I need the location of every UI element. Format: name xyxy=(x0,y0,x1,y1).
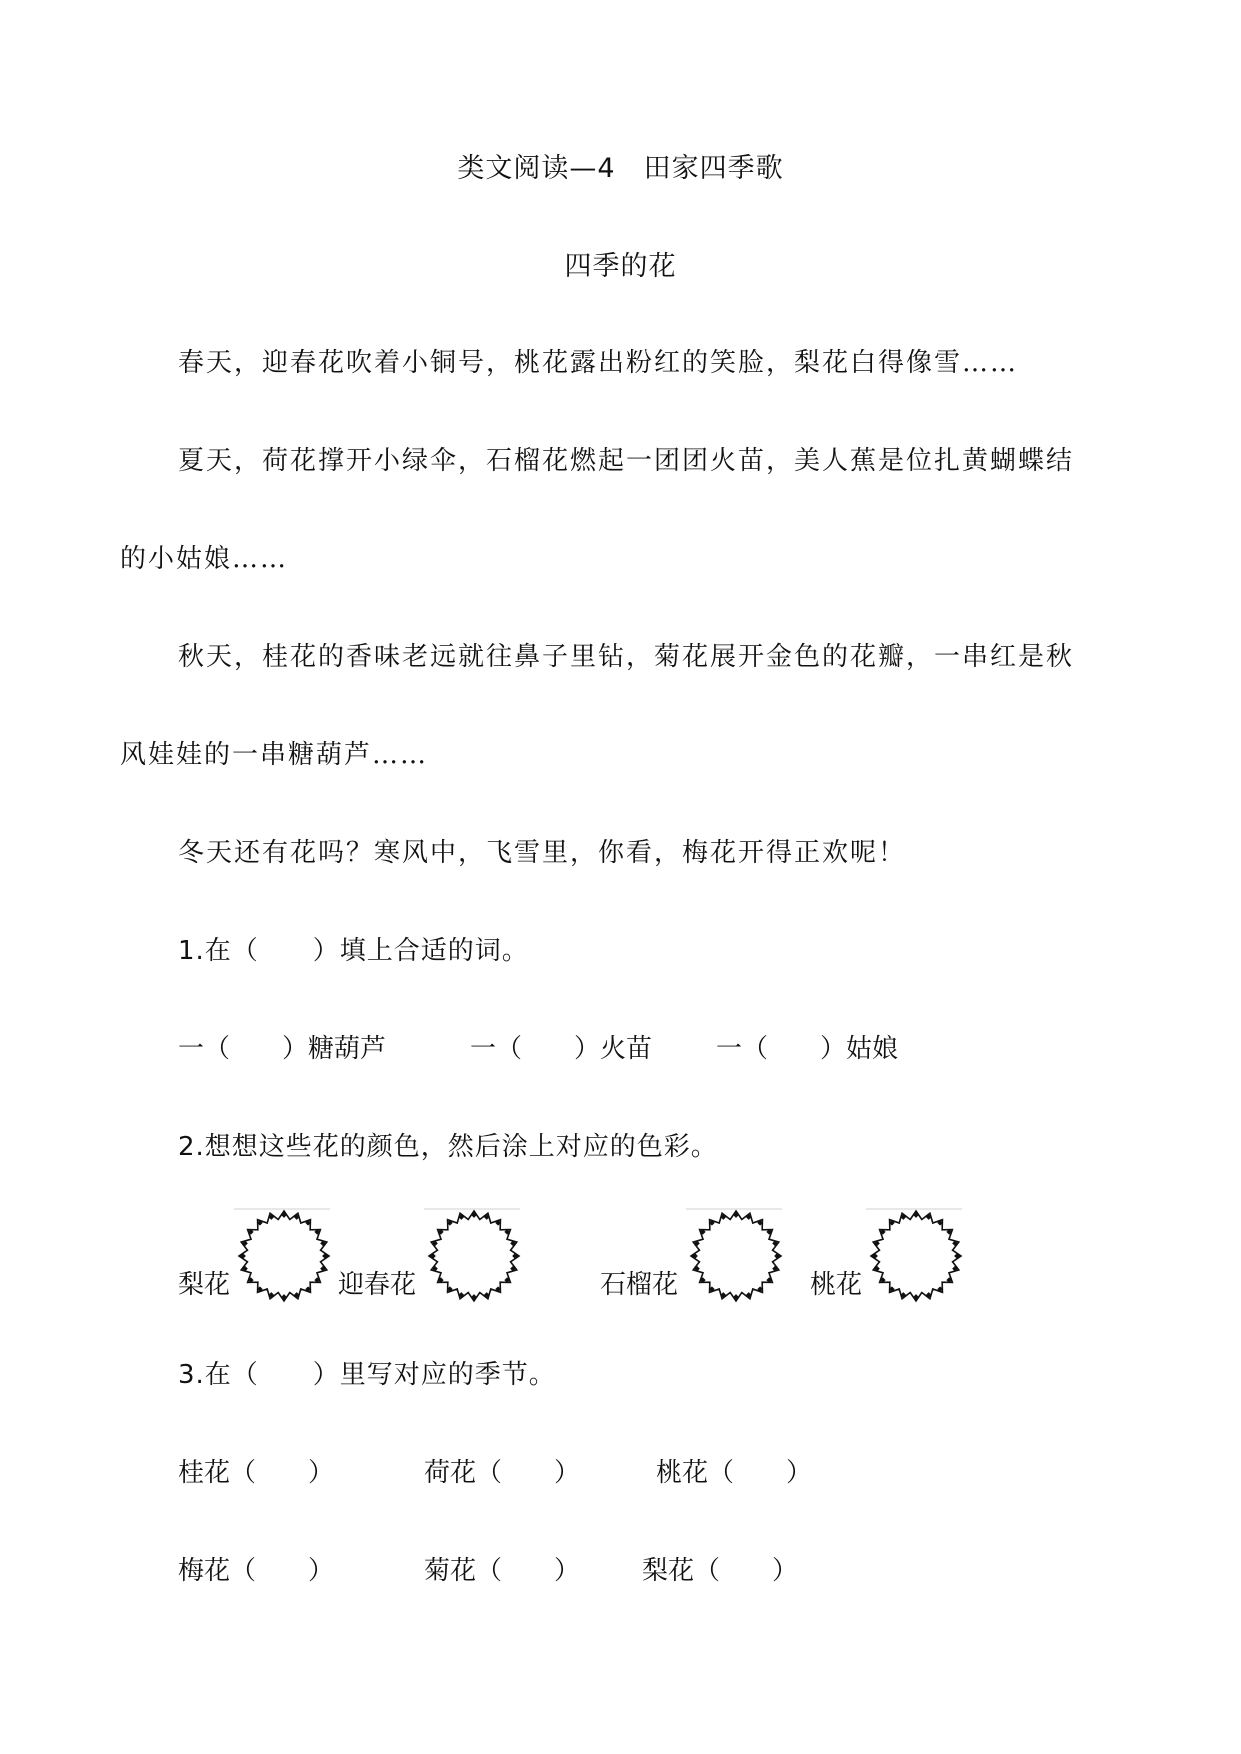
color-circle-winter-jasmine[interactable] xyxy=(426,1208,522,1304)
color-circle-pear[interactable] xyxy=(236,1208,332,1304)
passage-spring: 春天，迎春花吹着小铜号，桃花露出粉红的笑脸，梨花白得像雪…… xyxy=(178,348,1019,378)
passage-summer-line1: 夏天，荷花撑开小绿伞，石榴花燃起一团团火苗，美人蕉是位扎黄蝴蝶结 xyxy=(178,446,1075,476)
zigzag-outer-edge xyxy=(239,1211,329,1301)
flower-label-peach: 桃花 xyxy=(810,1270,863,1300)
question-3-row2-item-3: 梨花（ ） xyxy=(642,1556,799,1586)
zigzag-outer-edge xyxy=(691,1211,781,1301)
question-3-row2-item-1: 梅花（ ） xyxy=(178,1556,335,1586)
question-1-item-3: 一（ ）姑娘 xyxy=(716,1034,899,1064)
question-3-prompt: 3.在（ ）里写对应的季节。 xyxy=(178,1360,556,1390)
question-3-row1-item-2: 荷花（ ） xyxy=(424,1458,581,1488)
question-1-item-1: 一（ ）糖葫芦 xyxy=(178,1034,387,1064)
color-circle-pomegranate[interactable] xyxy=(688,1208,784,1304)
passage-autumn-line2: 风娃娃的一串糖葫芦…… xyxy=(120,740,429,770)
page-title: 类文阅读—4 田家四季歌 xyxy=(457,153,784,184)
passage-summer-line2: 的小姑娘…… xyxy=(120,544,289,574)
question-3-row2-item-2: 菊花（ ） xyxy=(424,1556,581,1586)
question-1-prompt: 1.在（ ）填上合适的词。 xyxy=(178,936,529,966)
question-2-prompt: 2.想想这些花的颜色，然后涂上对应的色彩。 xyxy=(178,1132,718,1162)
question-3-row1-item-1: 桂花（ ） xyxy=(178,1458,335,1488)
color-circle-peach[interactable] xyxy=(868,1208,964,1304)
question-3-row1-item-3: 桃花（ ） xyxy=(656,1458,813,1488)
zigzag-outer-edge xyxy=(871,1211,961,1301)
flower-label-pomegranate: 石榴花 xyxy=(600,1270,679,1300)
passage-title: 四季的花 xyxy=(564,251,677,282)
question-1-item-2: 一（ ）火苗 xyxy=(470,1034,653,1064)
flower-label-winter-jasmine: 迎春花 xyxy=(338,1270,417,1300)
passage-autumn-line1: 秋天，桂花的香味老远就往鼻子里钻，菊花展开金色的花瓣，一串红是秋 xyxy=(178,642,1075,672)
passage-winter: 冬天还有花吗？寒风中，飞雪里，你看，梅花开得正欢呢！ xyxy=(178,838,907,868)
flower-label-pear: 梨花 xyxy=(178,1270,231,1300)
zigzag-outer-edge xyxy=(429,1211,519,1301)
